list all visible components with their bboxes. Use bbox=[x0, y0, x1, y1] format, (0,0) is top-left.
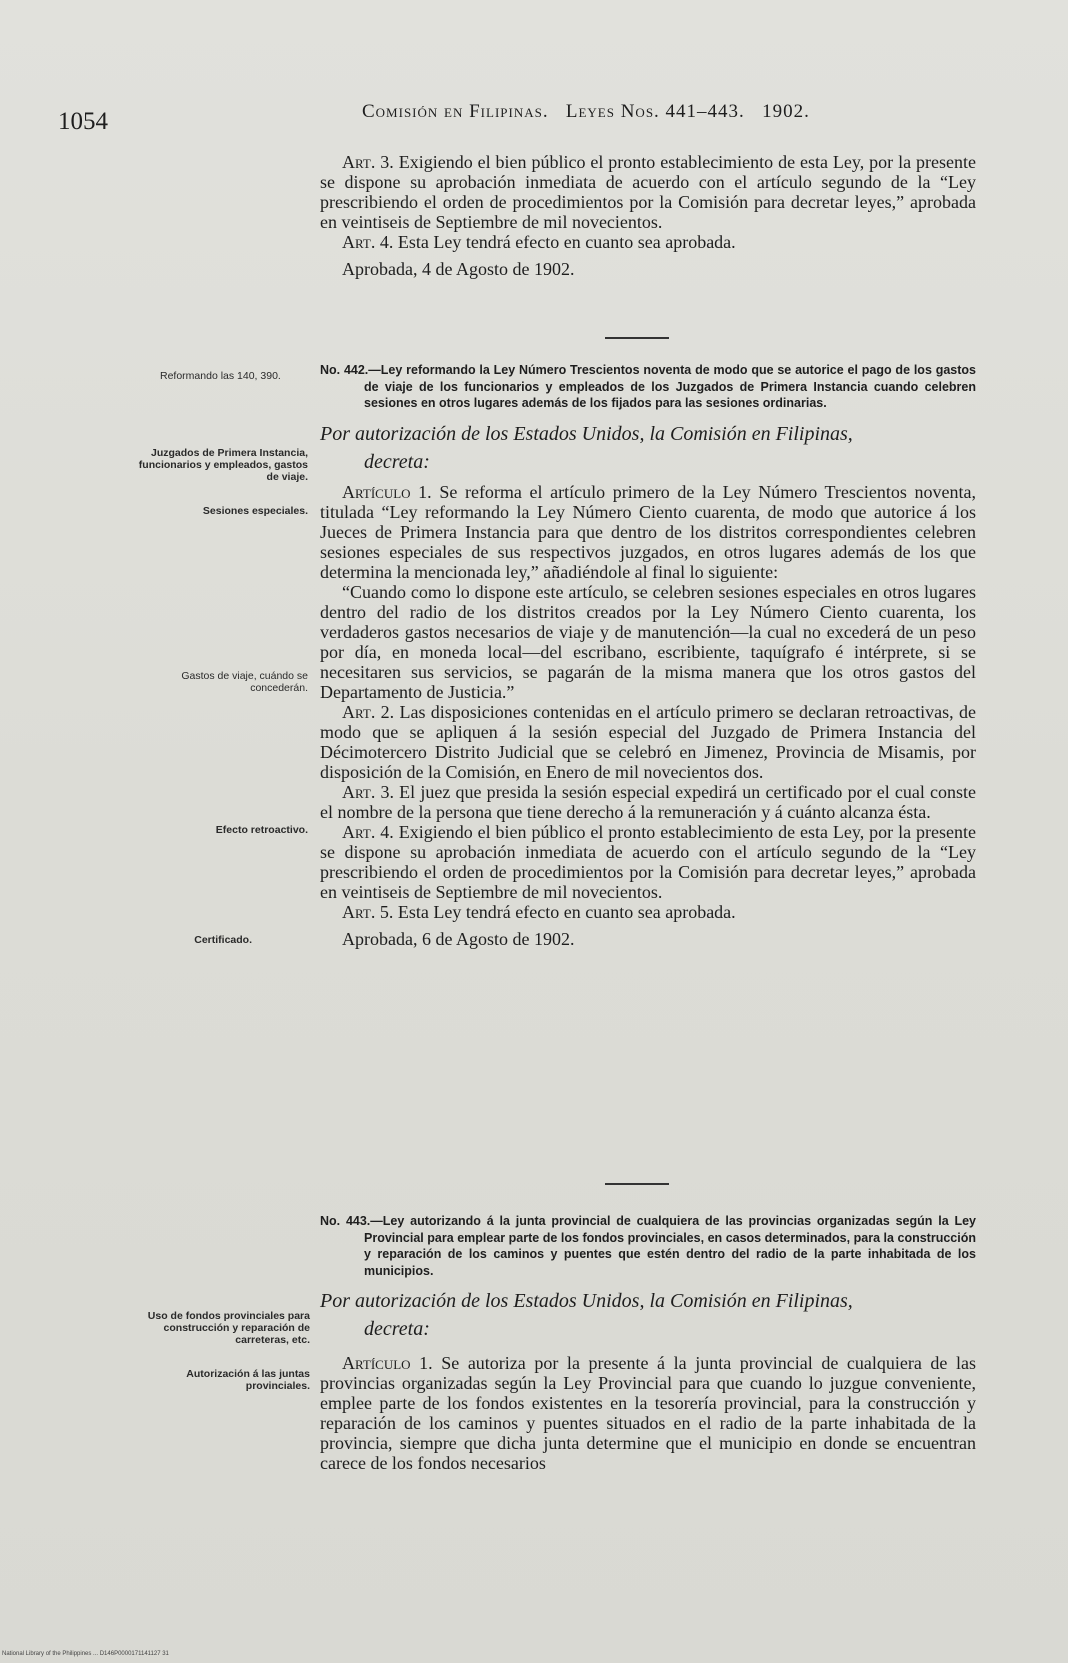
article-label: Artículo 1. bbox=[342, 1353, 433, 1373]
header-year: 1902. bbox=[762, 101, 810, 122]
article-label: Art. 3. bbox=[342, 781, 394, 802]
page-number: 1054 bbox=[58, 108, 108, 135]
law-443-section bbox=[320, 1213, 976, 1473]
margin-note-juzgados: Juzgados de Primera Instancia, funcionarios y empleados, gastos de viaje. bbox=[138, 447, 308, 483]
law-443-title: No. 443.—Ley autorizando á la junta provincial de cualquiera de las provincias organizadas según la Ley Provincial para emplear parte de los fondos provinciales, en casos determinados, para la construcción y reparación de los caminos y puentes que estén dentro del radio de la parte inhabitada de los municipios. bbox=[320, 1214, 976, 1278]
article-text: Exigiendo el bien público el pronto establecimiento de esta Ley, por la presente se dispone su aprobación inmediata de acuerdo con el artículo segundo de la “Ley prescribiendo el orden de procedimientos por la Comisión para decretar leyes,” aprobada en veintiseis de Septiembre de mil novecientos. bbox=[320, 152, 976, 232]
law-442-article-5 bbox=[320, 902, 976, 922]
law-442-quoted-text: “Cuando como lo dispone este artículo, se celebren sesiones especiales en otros lugares dentro del radio de los distritos creados por la Ley Número Ciento cuarenta, los verdaderos gastos necesarios de viaje y de manutención—la cual no excederá de un peso por día, en moneda local—del escribano, escribiente, taquígrafo é intérprete, si se necesitaren sus servicios, se pagarán de la misma manera que los otros gastos del Departamento de Justicia.” bbox=[320, 581, 976, 702]
section-rule bbox=[605, 337, 669, 339]
law-441-section bbox=[320, 152, 976, 279]
article-text: Exigiendo el bien público el pronto establecimiento de esta Ley, por la presente se dispone su aprobación inmediata de acuerdo con el artículo segundo de la “Ley prescribiendo el orden de procedimientos por la Comisión para decretar leyes,” aprobada en veintiseis de Septiembre de mil novecientos. bbox=[320, 821, 976, 902]
law-442-article-1 bbox=[320, 482, 976, 582]
law-441-article-3 bbox=[320, 152, 976, 232]
article-label: Artículo 1. bbox=[342, 481, 432, 502]
law-442-enacting-clause bbox=[320, 420, 976, 476]
margin-note-uso-fondos: Uso de fondos provinciales para construcción y reparación de carreteras, etc. bbox=[147, 1310, 310, 1346]
enacting-line: Por autorización de los Estados Unidos, la Comisión en Filipinas, bbox=[320, 422, 853, 445]
article-label: Art. 5. bbox=[342, 901, 394, 922]
margin-note-gastos: Gastos de viaje, cuándo se concederán. bbox=[181, 670, 308, 694]
law-442-approved: Aprobada, 6 de Agosto de 1902. bbox=[342, 928, 575, 949]
margin-note-efecto: Efecto retroactivo. bbox=[215, 824, 308, 836]
section-rule bbox=[605, 1183, 669, 1185]
law-441-approved: Aprobada, 4 de Agosto de 1902. bbox=[342, 259, 575, 279]
margin-note-autorizacion: Autorización á las juntas provinciales. bbox=[186, 1368, 310, 1392]
law-441-article-4 bbox=[320, 232, 976, 252]
margin-note-sesiones: Sesiones especiales. bbox=[202, 505, 308, 517]
article-label: Art. 4. bbox=[342, 821, 394, 842]
enacting-line: Por autorización de los Estados Unidos, la Comisión en Filipinas, bbox=[320, 1290, 853, 1312]
article-text: El juez que presida la sesión especial expedirá un certificado por el cual conste el nombre de la persona que tiene derecho á la remuneración y á cuánto alcanza ésta. bbox=[320, 781, 977, 822]
decreta-label: decreta: bbox=[364, 1318, 430, 1340]
running-header bbox=[362, 101, 810, 123]
law-442-section bbox=[320, 362, 976, 949]
law-443-enacting-clause bbox=[320, 1287, 976, 1343]
law-443-article-1 bbox=[320, 1353, 976, 1473]
article-text: Esta Ley tendrá efecto en cuanto sea aprobada. bbox=[397, 901, 736, 922]
article-text: Se reforma el artículo primero de la Ley Número Trescientos noventa, titulada “Ley reformando la Ley Número Ciento cuarenta, de modo que autorice á los Jueces de Primera Instancia para que dentro de los distritos correspondientes celebren sesiones especiales de sus respectivos juzgados, en otros lugares además de los que determina la mencionada ley,” añadiéndole al final lo siguiente: bbox=[320, 481, 976, 582]
article-text: Esta Ley tendrá efecto en cuanto sea aprobada. bbox=[397, 232, 736, 252]
margin-note-certificado: Certificado. bbox=[194, 934, 252, 946]
margin-note-reformando: Reformando las 140, 390. bbox=[160, 370, 281, 382]
law-442-article-4 bbox=[320, 822, 976, 902]
law-442-article-3 bbox=[320, 782, 976, 822]
article-label: Art. 3. bbox=[342, 152, 394, 172]
header-commission: Comisión en Filipinas. bbox=[362, 101, 549, 122]
header-laws: Leyes Nos. 441–443. bbox=[565, 101, 745, 122]
law-442-title: No. 442.—Ley reformando la Ley Número Trescientos noventa de modo que se autorice el pago de los gastos de viaje de los funcionarios y empleados de los Juzgados de Primera Instancia cuando celebren sesiones en otros lugares además de los fijados para las sesiones ordinarias. bbox=[320, 363, 976, 410]
article-label: Art. 2. bbox=[342, 701, 395, 722]
decreta-label: decreta: bbox=[364, 450, 430, 473]
article-text: Las disposiciones contenidas en el artículo primero se declaran retroactivas, de modo que se apliquen á la sesión especial del Juzgado de Primera Instancia del Décimotercero Distrito Judicial que se celebró en Jimenez, Provincia de Misamis, por disposición de la Comisión, en Enero de mil novecientos dos. bbox=[320, 701, 976, 782]
law-442-article-2 bbox=[320, 702, 976, 782]
scan-footer: National Library of the Philippines ... D146P0000171141127 31 bbox=[2, 1651, 169, 1657]
article-label: Art. 4. bbox=[342, 232, 394, 252]
article-text: Se autoriza por la presente á la junta provincial de cualquiera de las provincias organizadas según la Ley Provincial para que cuando lo juzgue conveniente, emplee parte de los fondos existentes en la tesorería provincial, para la construcción y reparación de los caminos y puentes situados en el radio de la parte inhabitada de la provincia, siempre que dicha junta determine que el municipio en donde se encuentran carece de los fondos necesarios bbox=[320, 1353, 977, 1473]
